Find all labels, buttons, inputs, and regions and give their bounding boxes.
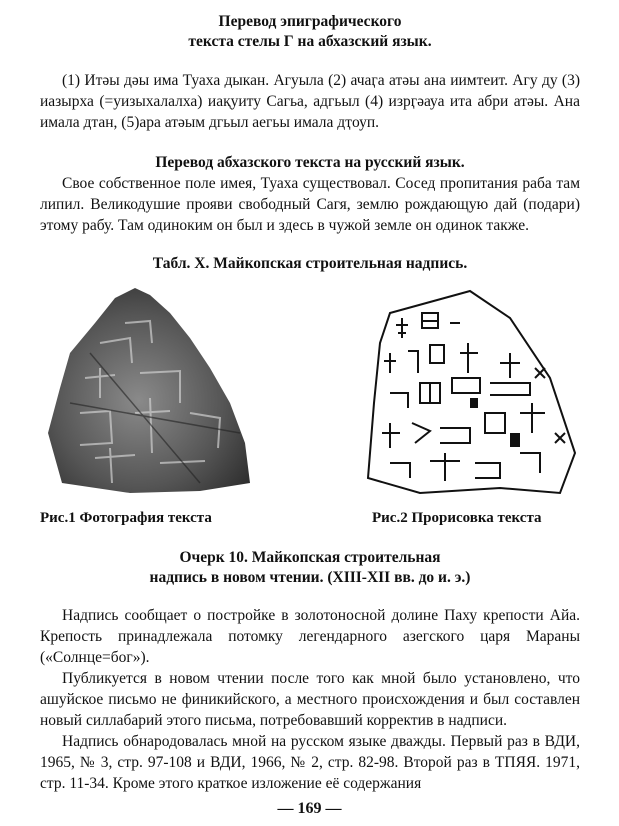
figure-1-photo: [40, 283, 255, 498]
essay-heading: [40, 548, 580, 588]
table-title: Табл. X. Майкопская строительная надпись.: [152, 255, 468, 272]
figure-2-caption: Рис.2 Прорисовка текста: [372, 510, 542, 526]
table-title-block: [40, 254, 580, 274]
heading-line-2: текста стелы Г на абхазский язык.: [188, 33, 432, 50]
figure-2-drawing: [360, 283, 580, 503]
essay-body: [40, 605, 580, 794]
essay-heading-line-1: Очерк 10. Майкопская строительная: [179, 549, 441, 566]
paragraph-3: Надпись обнародовалась мной на русском языке дважды. Первый раз в ВДИ, 1965, № 3, стр. 97-108 и ВДИ, 1966, № 2, стр. 82-98. Второй раз в ТПЯЯ. 1971, стр. 11-34. Кроме этого краткое изложение её содержания: [40, 733, 580, 792]
russian-text: Свое собственное поле имея, Туаха существовал. Сосед пропитания раба там липил. Великодушие прояви свободный Сагя, землю рождающую дай (подари) этому рабу. Там одиноким он был и здесь в чужой земле он одинок также.: [40, 175, 580, 234]
russian-text-block: [40, 173, 580, 236]
stone-photo-image: [40, 283, 255, 498]
heading-russian: Перевод абхазского текста на русский язык.: [155, 154, 465, 171]
inscription-drawing-image: [360, 283, 580, 503]
abkhaz-text-block: [40, 70, 580, 133]
page-number: — 169 —: [277, 800, 342, 817]
figure-1-caption: Рис.1 Фотография текста: [40, 510, 212, 526]
heading-line-1: Перевод эпиграфического: [218, 13, 402, 30]
paragraph-1: Надпись сообщает о постройке в золотоносной долине Паху крепости Айа. Крепость принадлежала потомку легендарного азегского царя Мараны («Солнце=бог»).: [40, 607, 580, 666]
heading-abkhaz-translation: [40, 12, 580, 52]
essay-heading-line-2: надпись в новом чтении. (XIII-XII вв. до и. э.): [149, 569, 471, 586]
abkhaz-text: (1) Итәы дәы има Туаха дыкан. Агуыла (2) ачаӷа атәы ана иимтеит. Агу ду (3) иазырха (=уизыхалалха) иақуиту Сагьа, адгьыл (4) изрӷәауа ита абри атәы. Ана имала дтан, (5)ара атәым дгьыл аегьы имала дҭоуп.: [40, 72, 580, 131]
heading-russian-translation: [40, 153, 580, 173]
paragraph-2: Публикуется в новом чтении после того как мной было установлено, что ашуйское письмо не финикийского, а местного происхождения и был составлен новый силлабарий этого письма, потребовавший корректив в надписи.: [40, 670, 580, 729]
